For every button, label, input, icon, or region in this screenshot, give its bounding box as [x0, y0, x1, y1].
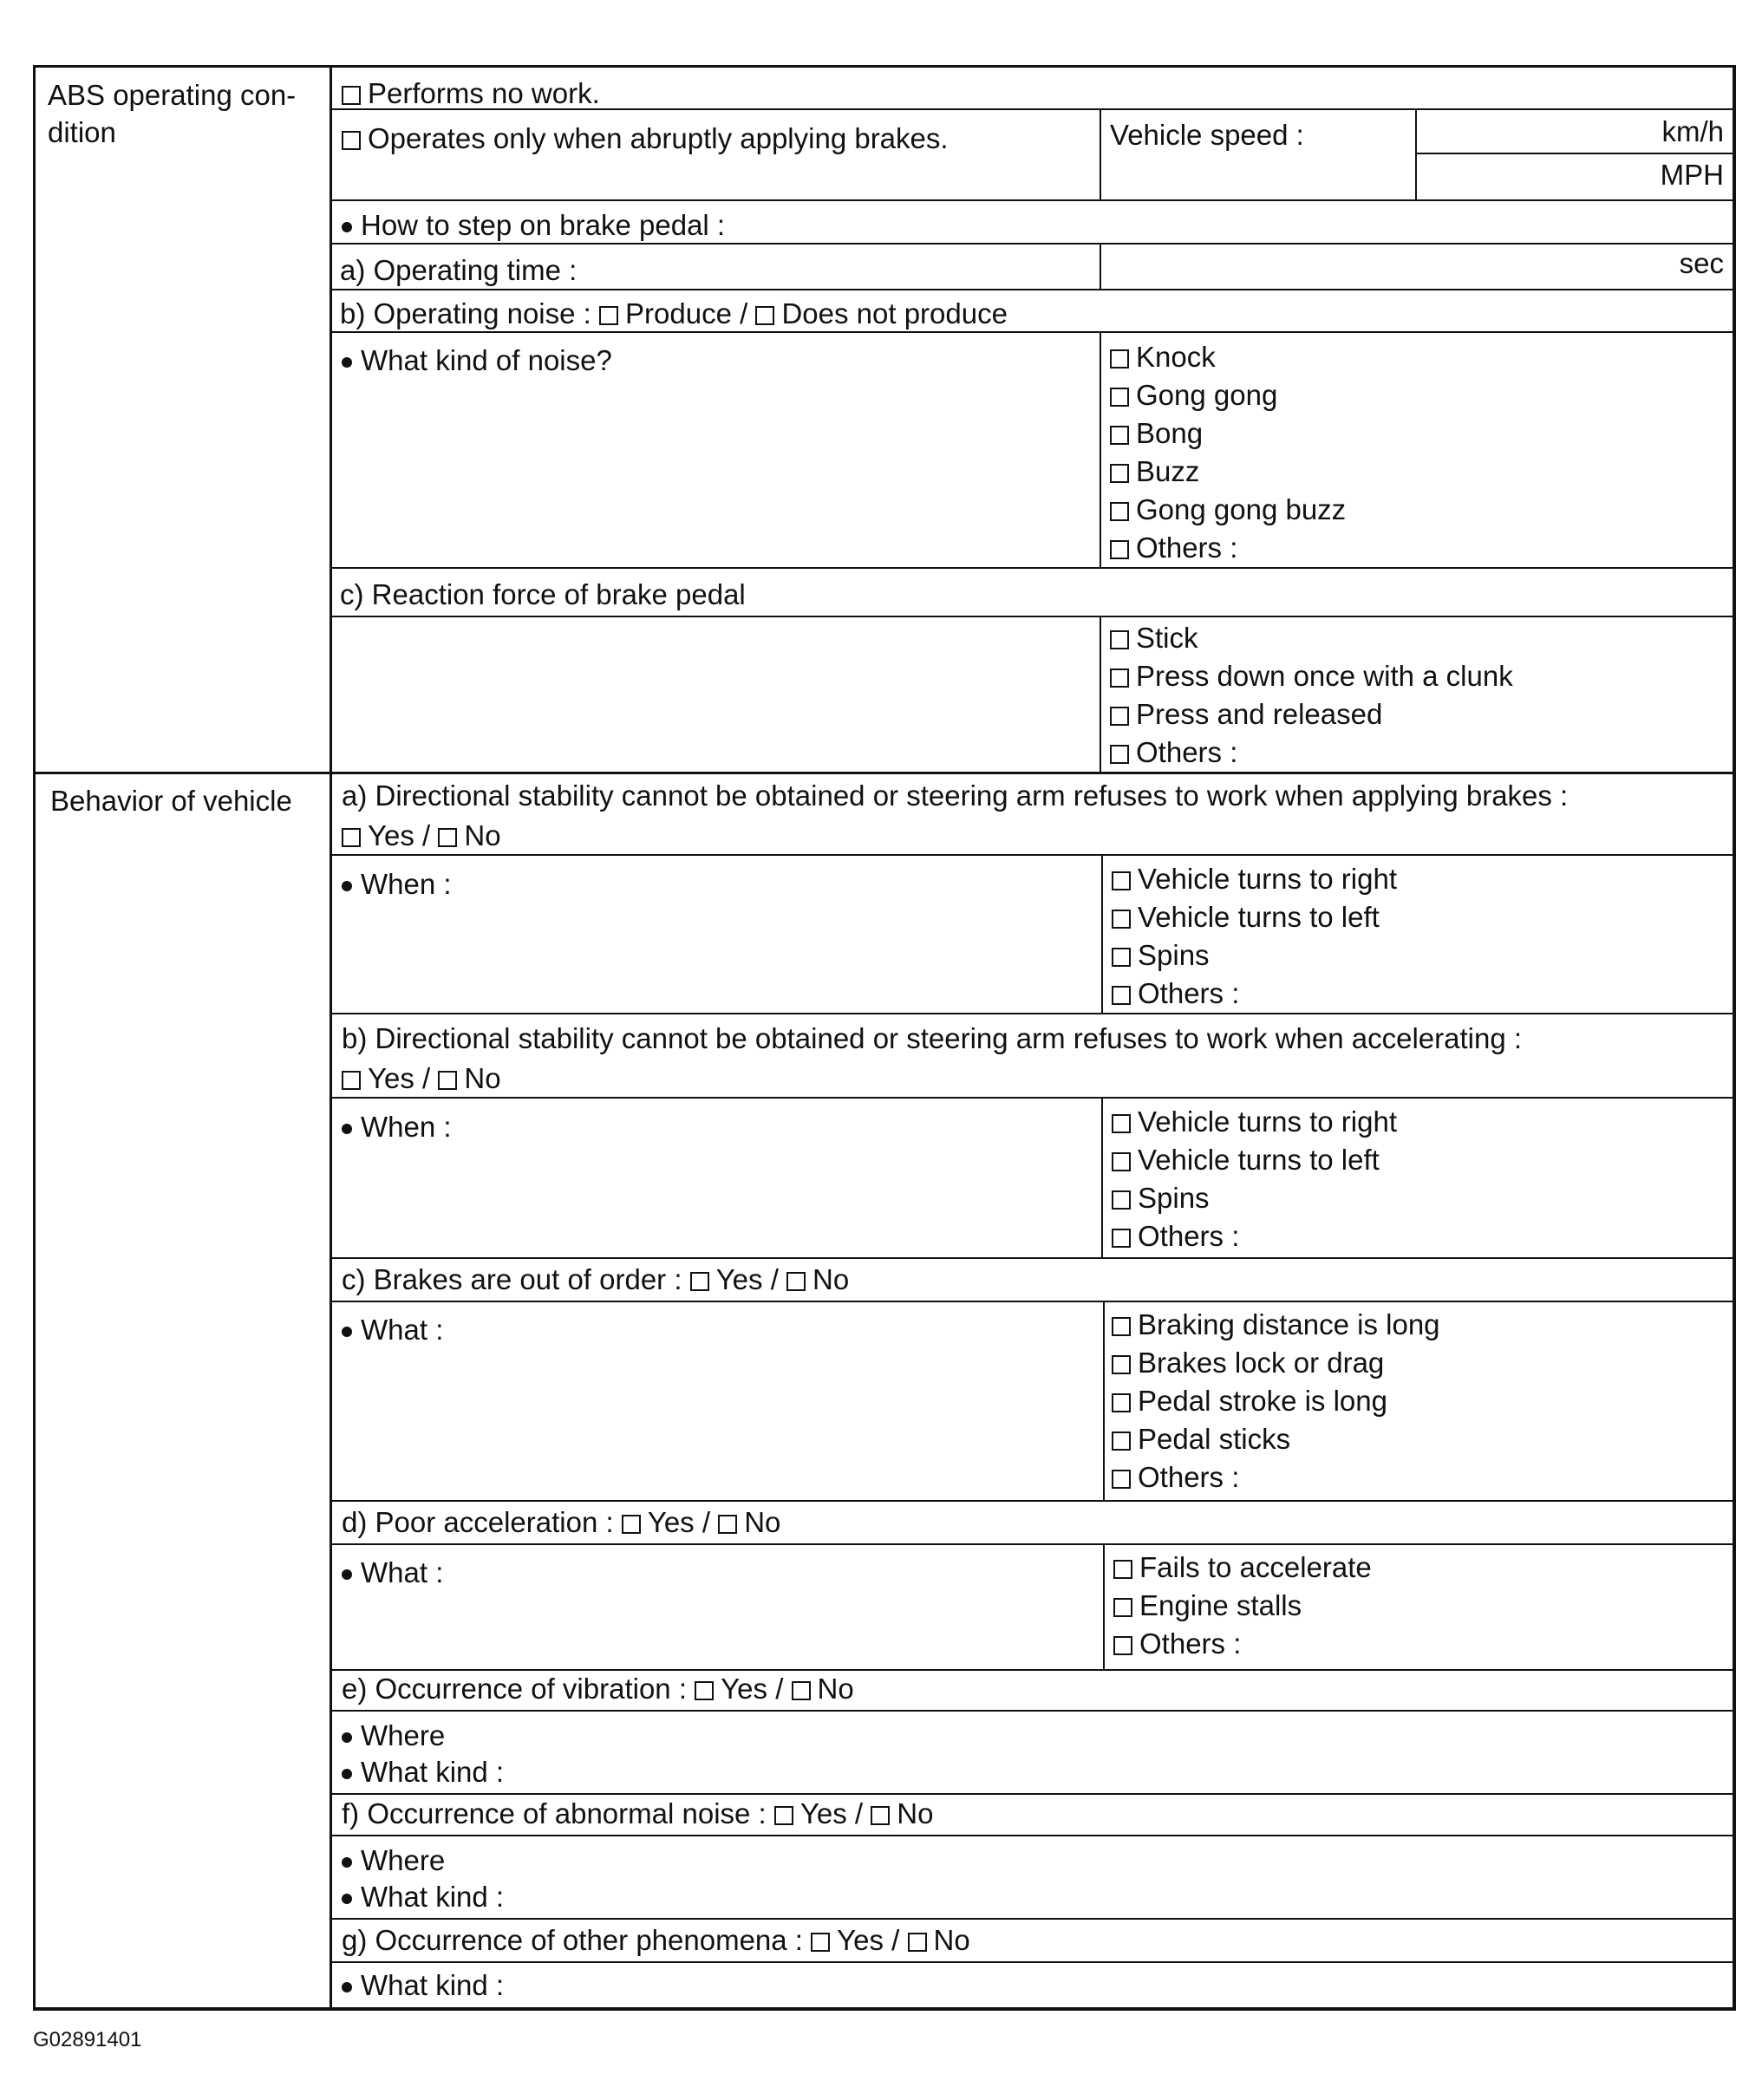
checkbox[interactable] [774, 1806, 793, 1825]
option-turns-right[interactable]: Vehicle turns to right [1112, 1103, 1397, 1141]
checkbox[interactable] [1110, 426, 1129, 445]
reaction-force-label: c) Reaction force of brake pedal [340, 578, 746, 610]
row-divider [330, 1097, 1734, 1099]
where-label-e: Where [342, 1717, 445, 1755]
unit-sec: sec [1679, 247, 1724, 279]
document-code: G02891401 [33, 2028, 142, 2051]
checkbox[interactable] [1112, 1152, 1131, 1171]
section-divider [33, 772, 1734, 774]
checkbox[interactable] [1110, 349, 1129, 368]
reaction-options-list [1110, 619, 1513, 772]
question-g: g) Occurrence of other phenomena : Yes / No [342, 1924, 970, 1956]
frame-bottom-line [33, 2007, 1736, 2011]
checkbox[interactable] [1110, 668, 1129, 688]
what-kind-label-g: What kind : [342, 1966, 504, 2005]
checkbox[interactable] [1112, 910, 1131, 929]
checkbox[interactable] [690, 1272, 709, 1291]
column-divider [1100, 108, 1101, 199]
how-to-step-label: How to step on brake pedal : [342, 206, 725, 245]
column-divider [1101, 1097, 1103, 1257]
checkbox[interactable] [1110, 630, 1129, 649]
bullet-icon [342, 1327, 352, 1337]
question-d: d) Poor acceleration : Yes / No [342, 1506, 781, 1538]
bullet-icon [342, 1124, 352, 1134]
checkbox[interactable] [695, 1681, 714, 1700]
behavior-section-label: Behavior of vehicle [50, 785, 292, 817]
option-engine-stalls[interactable]: Engine stalls [1113, 1587, 1372, 1625]
checkbox[interactable] [1112, 1190, 1131, 1210]
checkbox[interactable] [342, 131, 361, 150]
row-divider [330, 1835, 1734, 1836]
row-divider [330, 199, 1734, 201]
reaction-option-press-released[interactable]: Press and released [1110, 695, 1513, 734]
checkbox[interactable] [1112, 1432, 1131, 1451]
noise-options-list [1110, 338, 1346, 567]
noise-option-knock[interactable]: Knock [1110, 338, 1346, 376]
noise-kind-label: What kind of noise? [342, 342, 612, 380]
option-others[interactable]: Others : [1112, 1458, 1440, 1497]
checkbox[interactable] [755, 306, 774, 325]
checkbox[interactable] [1112, 1470, 1131, 1489]
what-label-c: What : [342, 1311, 443, 1349]
checkbox[interactable] [438, 828, 457, 847]
checkbox[interactable] [1112, 871, 1131, 890]
noise-option-gong-gong[interactable]: Gong gong [1110, 376, 1346, 414]
checkbox[interactable] [792, 1681, 811, 1700]
noise-option-buzz[interactable]: Buzz [1110, 453, 1346, 491]
checkbox[interactable] [1110, 540, 1129, 559]
abs-section-label: ABS operating con- dition [48, 79, 297, 148]
row-divider [330, 1013, 1734, 1014]
operates-abruptly-option[interactable]: Operates only when abruptly applying brakes. [342, 120, 949, 158]
checkbox[interactable] [1112, 1393, 1131, 1412]
unit-kmh: km/h [1661, 115, 1724, 147]
question-c: c) Brakes are out of order : Yes / No [342, 1263, 850, 1295]
question-a: a) Directional stability cannot be obtained or steering arm refuses to work when applying brakes : [342, 779, 1569, 812]
checkbox[interactable] [1112, 986, 1131, 1005]
checkbox[interactable] [1112, 948, 1131, 967]
row-divider [330, 1710, 1734, 1712]
reaction-option-stick[interactable]: Stick [1110, 619, 1513, 657]
column-divider [1100, 243, 1101, 289]
checkbox[interactable] [1110, 707, 1129, 726]
column-divider [1415, 108, 1417, 199]
label-column-divider [330, 65, 332, 2011]
checkbox[interactable] [599, 306, 618, 325]
option-spins[interactable]: Spins [1112, 936, 1397, 975]
checkbox[interactable] [811, 1933, 830, 1952]
question-f: f) Occurrence of abnormal noise : Yes / No [342, 1797, 934, 1829]
frame-left-line [33, 65, 36, 2011]
question-b: b) Directional stability cannot be obtained or steering arm refuses to work when accelerating : [342, 1022, 1523, 1054]
checkbox[interactable] [1113, 1636, 1132, 1655]
checkbox[interactable] [1110, 745, 1129, 764]
option-others[interactable]: Others : [1113, 1625, 1372, 1663]
option-turns-right[interactable]: Vehicle turns to right [1112, 860, 1397, 898]
column-divider [1100, 616, 1101, 772]
row-divider [330, 1500, 1734, 1502]
column-divider [1103, 1543, 1105, 1669]
bullet-icon [342, 1894, 352, 1904]
reaction-option-clunk[interactable]: Press down once with a clunk [1110, 657, 1513, 695]
performs-no-work-option[interactable]: Performs no work. [342, 75, 600, 113]
row-divider [330, 1301, 1734, 1302]
operating-time-label: a) Operating time : [340, 254, 578, 286]
checkbox[interactable] [1112, 1355, 1131, 1374]
column-divider [1100, 331, 1101, 567]
checkbox[interactable] [786, 1272, 806, 1291]
checkbox[interactable] [342, 86, 361, 105]
row-divider [330, 1918, 1734, 1920]
vehicle-speed-label: Vehicle speed : [1110, 119, 1304, 151]
column-divider [1101, 854, 1103, 1013]
checkbox[interactable] [1113, 1560, 1132, 1579]
checkbox[interactable] [1110, 464, 1129, 483]
checkbox[interactable] [438, 1071, 457, 1090]
bullet-icon [342, 1857, 352, 1868]
checkbox[interactable] [1112, 1229, 1131, 1248]
noise-option-bong[interactable]: Bong [1110, 414, 1346, 453]
option-brakes-lock[interactable]: Brakes lock or drag [1112, 1344, 1440, 1382]
option-braking-distance[interactable]: Braking distance is long [1112, 1306, 1440, 1344]
option-turns-left[interactable]: Vehicle turns to left [1112, 1141, 1397, 1179]
option-others[interactable]: Others : [1112, 1217, 1397, 1255]
row-divider [330, 1257, 1734, 1259]
checkbox[interactable] [342, 828, 361, 847]
question-e: e) Occurrence of vibration : Yes / No [342, 1673, 854, 1705]
checkbox[interactable] [1112, 1114, 1131, 1133]
what-kind-label-e: What kind : [342, 1753, 504, 1791]
row-divider [330, 1543, 1734, 1545]
brake-options [1112, 1306, 1440, 1497]
option-pedal-sticks[interactable]: Pedal sticks [1112, 1420, 1440, 1458]
operating-noise-row: b) Operating noise : Produce / Does not produce [340, 297, 1008, 329]
row-divider [330, 567, 1734, 569]
checkbox[interactable] [622, 1515, 641, 1534]
noise-option-gong-gong-buzz[interactable]: Gong gong buzz [1110, 491, 1346, 529]
question-a-yes-no: Yes / No [342, 817, 501, 855]
bullet-icon [342, 1769, 352, 1779]
option-fails-accelerate[interactable]: Fails to accelerate [1113, 1549, 1372, 1587]
row-divider [330, 1961, 1734, 1963]
frame-right-line [1733, 65, 1736, 2011]
question-b-yes-no: Yes / No [342, 1060, 501, 1098]
option-turns-left[interactable]: Vehicle turns to left [1112, 898, 1397, 936]
row-divider [330, 616, 1734, 617]
checkbox[interactable] [908, 1933, 927, 1952]
checkbox[interactable] [1112, 1317, 1131, 1336]
option-spins[interactable]: Spins [1112, 1179, 1397, 1217]
bullet-icon [342, 881, 352, 891]
row-divider [1415, 153, 1734, 154]
reaction-option-others[interactable]: Others : [1110, 734, 1513, 772]
noise-option-others[interactable]: Others : [1110, 529, 1346, 567]
bullet-icon [342, 222, 352, 232]
bullet-icon [342, 357, 352, 368]
unit-mph: MPH [1660, 159, 1724, 191]
when-label-b: When : [342, 1108, 452, 1146]
checkbox[interactable] [871, 1806, 890, 1825]
checkbox[interactable] [718, 1515, 737, 1534]
bullet-icon [342, 1569, 352, 1580]
column-divider [1103, 1301, 1105, 1500]
when-options-b [1112, 1103, 1397, 1255]
option-pedal-stroke[interactable]: Pedal stroke is long [1112, 1382, 1440, 1420]
where-label-f: Where [342, 1842, 445, 1880]
option-others[interactable]: Others : [1112, 975, 1397, 1013]
checkbox[interactable] [1113, 1598, 1132, 1617]
row-divider [330, 854, 1734, 856]
what-label-d: What : [342, 1554, 443, 1592]
frame-top-line [33, 65, 1734, 68]
bullet-icon [342, 1982, 352, 1992]
when-options-a [1112, 860, 1397, 1013]
checkbox[interactable] [342, 1071, 361, 1090]
when-label-a: When : [342, 865, 452, 903]
checkbox[interactable] [1110, 502, 1129, 521]
accel-options [1113, 1549, 1372, 1663]
what-kind-label-f: What kind : [342, 1878, 504, 1916]
checkbox[interactable] [1110, 388, 1129, 407]
bullet-icon [342, 1732, 352, 1743]
